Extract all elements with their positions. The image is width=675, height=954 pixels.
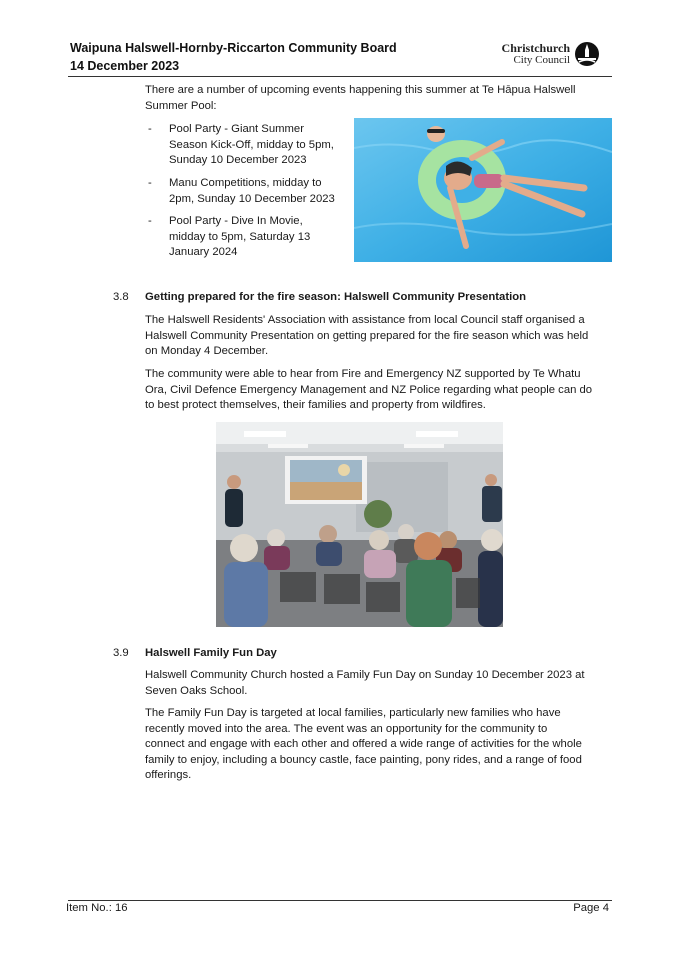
header-divider [68, 76, 612, 77]
list-item: Pool Party - Dive In Movie, midday to 5pm, Saturday 13 January 2024 [169, 215, 311, 259]
section-paragraph: The community were able to hear from Fire and Emergency NZ supported by Te Whatu Ora, Civil Defence Emergency Management and NZ Police regarding what people can do to best protect themselves, their families and property from wildfires. [145, 368, 593, 412]
cathedral-logo-icon [574, 41, 600, 67]
section-paragraph: The Family Fun Day is targeted at local families, particularly new families who have recently moved into the area. The event was an opportunity for the community to connect and engage with each other and offered a wide range of activities for the whole family to enjoy, including a bouncy castle, face painting, pony rides, and a range of food offerings. [145, 707, 582, 782]
section-heading: Getting prepared for the fire season: Halswell Community Presentation [145, 291, 527, 303]
council-logo [496, 40, 604, 68]
list-bullet: - [148, 123, 152, 135]
list-bullet: - [148, 215, 152, 227]
section-paragraph: Halswell Community Church hosted a Family Fun Day on Sunday 10 December 2023 at Seven Oaks School. [145, 669, 585, 697]
pool-party-photo [354, 118, 612, 262]
header-date: 14 December 2023 [70, 59, 180, 73]
list-item: Manu Competitions, midday to 2pm, Sunday 10 December 2023 [169, 177, 335, 205]
section-number: 3.8 [113, 291, 129, 303]
header-title: Waipuna Halswell-Hornby-Riccarton Community Board [70, 41, 397, 55]
list-bullet: - [148, 177, 152, 189]
list-item: Pool Party - Giant Summer Season Kick-Off, midday to 5pm, Sunday 10 December 2023 [169, 123, 334, 167]
page-number: Page 4 [573, 902, 609, 914]
section-heading: Halswell Family Fun Day [145, 647, 277, 659]
community-presentation-photo [216, 422, 503, 627]
logo-text-line2: City Council [513, 54, 570, 66]
footer-divider [68, 900, 612, 901]
section-paragraph: The Halswell Residents' Association with assistance from local Council staff organised a Halswell Community Presentation on getting prepared for the fire season which was held on Monday 4 December. [145, 314, 589, 358]
section-number: 3.9 [113, 647, 129, 659]
item-number: Item No.: 16 [66, 902, 128, 914]
logo-text-line1: Christchurch [501, 41, 570, 55]
intro-paragraph: There are a number of upcoming events happening this summer at Te Hāpua Halswell Summer Pool: [145, 84, 576, 112]
